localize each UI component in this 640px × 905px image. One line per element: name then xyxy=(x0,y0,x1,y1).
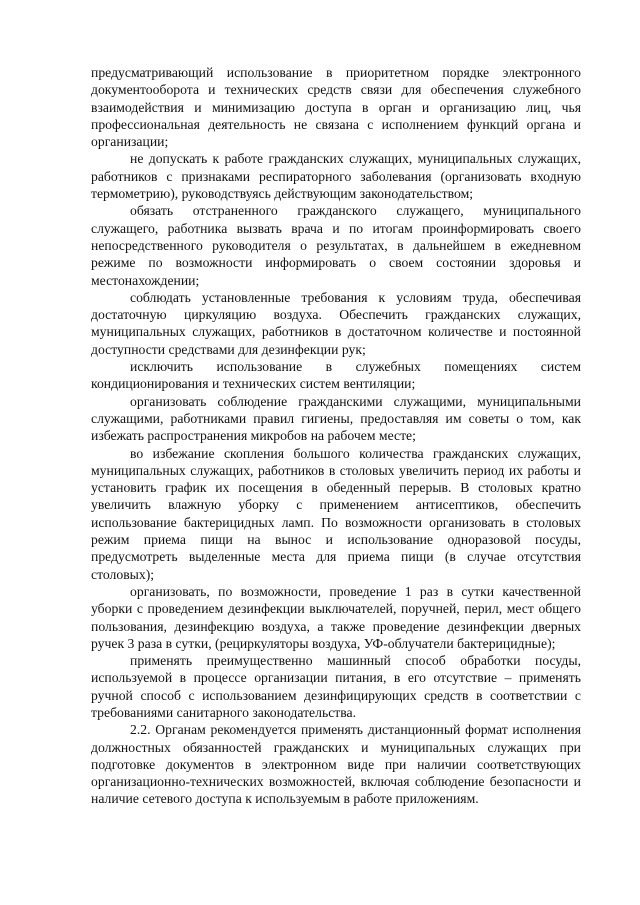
paragraph-no-admission: не допускать к работе гражданских служащих, муниципальных служащих, работников с признаками респираторного заболевания (организовать входную термометрию), руководствуясь действующим законодательством; xyxy=(91,151,581,202)
paragraph-section-2-2: 2.2. Органам рекомендуется применять дистанционный формат исполнения должностных обязанностей гражданских и муниципальных служащих при подготовке документов в электронном виде при наличии соответствующих организационно-технических возможностей, включая соблюдение безопасности и наличие сетевого доступа к используемым в работе приложениям. xyxy=(91,722,581,807)
paragraph-working-conditions: соблюдать установленные требования к условиям труда, обеспечивая достаточную циркуляцию воздуха. Обеспечить гражданских служащих, муниципальных служащих, работников в достаточном количестве и постоянной доступности средствами для дезинфекции рук; xyxy=(91,289,581,357)
document-page xyxy=(91,64,581,808)
paragraph-cleaning: организовать, по возможности, проведение 1 раз в сутки качественной уборки с проведением дезинфекции выключателей, поручней, перил, мест общего пользования, дезинфекцию воздуха, а также проведение дезинфекции дверных ручек 3 раза в сутки, (рециркуляторы воздуха, УФ-облучатели бактерицидные); xyxy=(91,583,581,651)
paragraph-ventilation: исключить использование в служебных помещениях систем кондиционирования и технических систем вентиляции; xyxy=(91,359,581,392)
paragraph-hygiene: организовать соблюдение гражданскими служащими, муниципальными служащими, работниками правил гигиены, предоставляя им советы о том, как избежать распространения микробов на рабочем месте; xyxy=(91,393,581,444)
paragraph-dishwashing: применять преимущественно машинный способ обработки посуды, используемой в процессе организации питания, в его отсутствие – применять ручной способ с использованием дезинфицирующих средств в соответствии с требованиями санитарного законодательства. xyxy=(91,653,581,720)
paragraph-continuation: предусматривающий использование в приоритетном порядке электронного документооборота и технических средств связи для обеспечения служебного взаимодействия и минимизацию доступа в орган и организацию лиц, чья профессиональная деятельность не связана с исполнением функций органа и организации; xyxy=(91,65,581,150)
paragraph-removed-employee: обязать отстраненного гражданского служащего, муниципального служащего, работника вызвать врача и по итогам проинформировать своего непосредственного руководителя о результатах, в дальнейшем в ежедневном режиме по возможности информировать о своем состоянии здоровья и местонахождении; xyxy=(91,203,581,288)
paragraph-canteens: во избежание скопления большого количества гражданских служащих, муниципальных служащих, работников в столовых увеличить период их работы и установить график их посещения в обеденный перерыв. В столовых кратно увеличить влажную уборку с применением антисептиков, обеспечить использование бактерицидных ламп. По возможности организовать в столовых режим приема пищи на вынос и использование одноразовой посуды, предусмотреть выделенные места для приема пищи (в случае отсутствия столовых); xyxy=(91,445,581,582)
